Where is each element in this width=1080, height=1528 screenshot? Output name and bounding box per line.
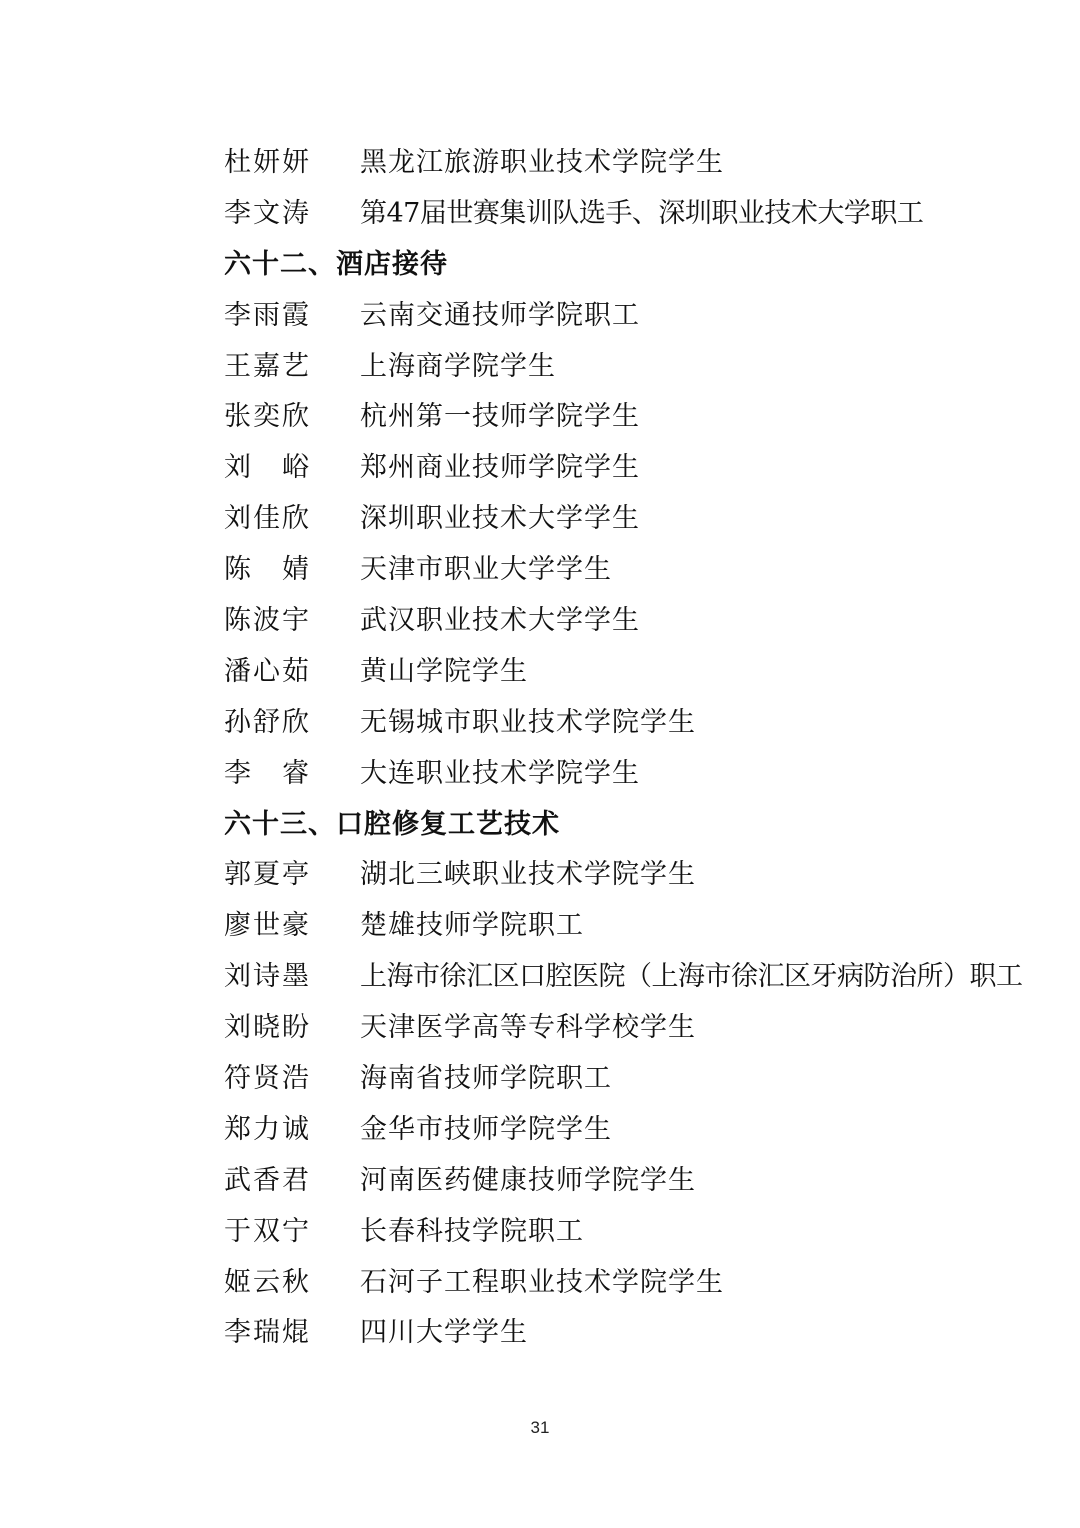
person-entry (224, 338, 1024, 389)
person-name: 刘 峪 (224, 452, 311, 484)
person-affiliation: 武汉职业技术大学学生 (360, 604, 640, 636)
person-name: 李瑞焜 (224, 1317, 311, 1349)
person-entry (224, 1203, 1024, 1254)
person-name: 李雨霞 (224, 299, 311, 331)
person-name: 潘心茹 (224, 655, 311, 687)
person-entry (224, 745, 1024, 796)
page-number: 31 (530, 1418, 550, 1437)
person-entry (224, 439, 1024, 490)
person-affiliation: 上海商学院学生 (360, 350, 556, 382)
person-affiliation: 石河子工程职业技术学院学生 (360, 1266, 724, 1298)
person-affiliation: 湖北三峡职业技术学院学生 (360, 859, 696, 891)
person-affiliation: 楚雄技师学院职工 (360, 910, 584, 942)
person-entry (224, 287, 1024, 338)
person-name: 符贤浩 (224, 1062, 311, 1094)
person-entry (224, 1254, 1024, 1305)
name-list (224, 134, 1024, 1355)
person-entry (224, 490, 1024, 541)
person-entry (224, 1101, 1024, 1152)
person-name: 郭夏亭 (224, 859, 311, 891)
person-entry (224, 1050, 1024, 1101)
person-affiliation: 河南医药健康技师学院学生 (360, 1164, 696, 1196)
person-name: 刘晓盼 (224, 1012, 311, 1044)
person-entry (224, 1152, 1024, 1203)
person-entry (224, 388, 1024, 439)
person-affiliation: 金华市技师学院学生 (360, 1113, 612, 1145)
person-affiliation: 无锡城市职业技术学院学生 (360, 706, 696, 738)
person-name: 李 睿 (224, 757, 311, 789)
person-affiliation: 大连职业技术学院学生 (360, 757, 640, 789)
person-affiliation: 天津医学高等专科学校学生 (360, 1012, 696, 1044)
person-affiliation: 云南交通技师学院职工 (360, 299, 640, 331)
person-name: 姬云秋 (224, 1266, 311, 1298)
person-entry (224, 592, 1024, 643)
person-affiliation: 深圳职业技术大学学生 (360, 503, 640, 535)
person-entry (224, 999, 1024, 1050)
person-name: 武香君 (224, 1164, 311, 1196)
section-heading-row (224, 236, 1024, 287)
person-entry (224, 134, 1024, 185)
person-name: 杜妍妍 (224, 146, 311, 178)
person-affiliation: 杭州第一技师学院学生 (360, 401, 640, 433)
person-affiliation: 天津市职业大学学生 (360, 554, 612, 586)
person-affiliation: 黑龙江旅游职业技术学院学生 (360, 146, 724, 178)
person-name: 于双宁 (224, 1215, 311, 1247)
section-heading: 六十三、口腔修复工艺技术 (224, 808, 560, 840)
person-name: 陈波宇 (224, 604, 311, 636)
person-name: 张奕欣 (224, 401, 311, 433)
section-heading: 六十二、酒店接待 (224, 248, 448, 280)
person-entry (224, 897, 1024, 948)
section-heading-row (224, 796, 1024, 847)
person-affiliation: 黄山学院学生 (360, 655, 528, 687)
person-name: 李文涛 (224, 197, 311, 229)
person-name: 刘佳欣 (224, 503, 311, 535)
person-affiliation: 四川大学学生 (360, 1317, 528, 1349)
person-name: 孙舒欣 (224, 706, 311, 738)
person-affiliation: 郑州商业技师学院学生 (360, 452, 640, 484)
person-name: 廖世豪 (224, 910, 311, 942)
person-entry (224, 185, 1024, 236)
person-entry (224, 1304, 1024, 1355)
person-affiliation: 海南省技师学院职工 (360, 1062, 612, 1094)
person-entry (224, 846, 1024, 897)
person-entry (224, 694, 1024, 745)
person-entry (224, 541, 1024, 592)
person-affiliation: 第47届世赛集训队选手、深圳职业技术大学职工 (360, 197, 924, 229)
person-entry (224, 643, 1024, 694)
person-entry (224, 948, 1024, 999)
person-name: 刘诗墨 (224, 961, 311, 993)
person-affiliation: 长春科技学院职工 (360, 1215, 584, 1247)
person-name: 王嘉艺 (224, 350, 311, 382)
person-name: 陈 婧 (224, 554, 311, 586)
person-affiliation: 上海市徐汇区口腔医院（上海市徐汇区牙病防治所）职工 (360, 961, 1023, 993)
person-name: 郑力诚 (224, 1113, 311, 1145)
